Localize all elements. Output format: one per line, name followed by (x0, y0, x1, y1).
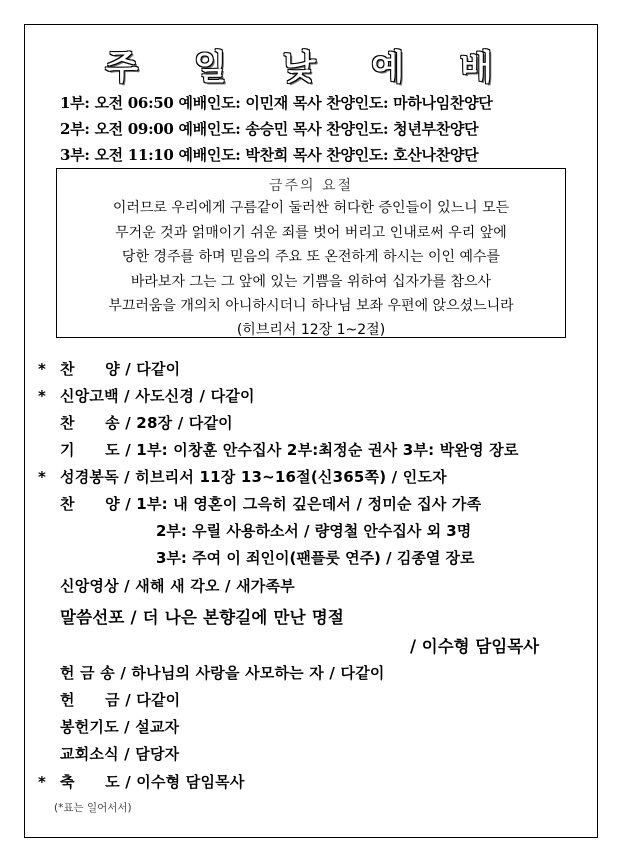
order-item (38, 716, 179, 737)
order-text: 신앙영상 / 새해 새 각오 / 새가족부 (60, 577, 295, 595)
service-line-3: 3부: 오전 11:10 예배인도: 박찬희 목사 찬양인도: 호산나찬양단 (60, 146, 479, 164)
order-item (38, 575, 295, 596)
page-title: 주 일 낮 예 배 (105, 48, 515, 88)
standing-mark: * (38, 468, 47, 486)
order-text: 말씀선포 / 더 나은 본향길에 만난 명절 (60, 608, 344, 627)
order-item (38, 439, 519, 460)
order-item (38, 412, 233, 433)
order-item (38, 743, 179, 764)
order-text: 봉헌기도 / 설교자 (60, 718, 180, 736)
order-item-continuation: 2부: 우릴 사용하소서 / 량영철 안수집사 외 3명 (156, 522, 472, 540)
order-item-continuation: / 이수형 담임목사 (410, 637, 540, 656)
order-text: 기 도 / 1부: 이창훈 안수집사 2부:최정순 권사 3부: 박완영 장로 (60, 441, 519, 459)
verse-line: 이러므로 우리에게 구름같이 둘러싼 허다한 증인들이 있느니 모든 (112, 200, 510, 216)
order-item (38, 689, 180, 710)
standing-mark: * (38, 360, 47, 378)
order-item (38, 662, 385, 683)
order-text: 찬 양 / 다같이 (60, 360, 181, 378)
standing-note: (*표는 일어서서) (54, 802, 132, 814)
order-text: 축 도 / 이수형 담임목사 (60, 773, 245, 791)
order-text: 교회소식 / 담당자 (60, 745, 180, 763)
order-item (38, 604, 344, 628)
service-line-2: 2부: 오전 09:00 예배인도: 송승민 목사 찬양인도: 청년부찬양단 (60, 120, 479, 138)
order-item-continuation: 3부: 주여 이 죄인이(팬플룻 연주) / 김종열 장로 (156, 549, 475, 567)
verse-box (56, 168, 566, 338)
order-text: 헌 금 송 / 하나님의 사랑을 사모하는 자 / 다같이 (60, 664, 385, 682)
order-item (38, 493, 481, 514)
order-item (38, 771, 245, 792)
verse-line: 바라보자 그는 그 앞에 있는 기쁨을 위하여 십자가를 참으사 (130, 273, 492, 290)
order-item (38, 466, 447, 487)
order-text: 찬 송 / 28장 / 다같이 (60, 414, 233, 432)
service-line-1: 1부: 오전 06:50 예배인도: 이민재 목사 찬양인도: 마하나임찬양단 (60, 94, 493, 112)
verse-line: 당한 경주를 하며 믿음의 주요 또 온전하게 하시는 이인 예수를 (121, 249, 501, 265)
standing-mark: * (38, 387, 47, 405)
order-text: 헌 금 / 다같이 (60, 691, 181, 709)
verse-reference: (히브리서 12장 1~2절) (236, 321, 386, 338)
order-text: 신앙고백 / 사도신경 / 다같이 (60, 387, 255, 405)
verse-line: 부끄러움을 개의치 아니하시더니 하나님 보좌 우편에 앉으셨느니라 (108, 298, 514, 314)
standing-mark: * (38, 773, 47, 791)
verse-heading: 금주의 요절 (268, 178, 354, 194)
verse-line: 무거운 것과 얽매이기 쉬운 죄를 벗어 버리고 인내로써 우리 앞에 (115, 224, 507, 241)
verse-text (57, 196, 565, 319)
order-item (38, 385, 255, 406)
order-text: 성경봉독 / 히브리서 11장 13~16절(신365쪽) / 인도자 (60, 468, 447, 486)
order-item (38, 358, 180, 379)
order-text: 찬 양 / 1부: 내 영혼이 그윽히 깊은데서 / 정미순 집사 가족 (60, 495, 482, 513)
